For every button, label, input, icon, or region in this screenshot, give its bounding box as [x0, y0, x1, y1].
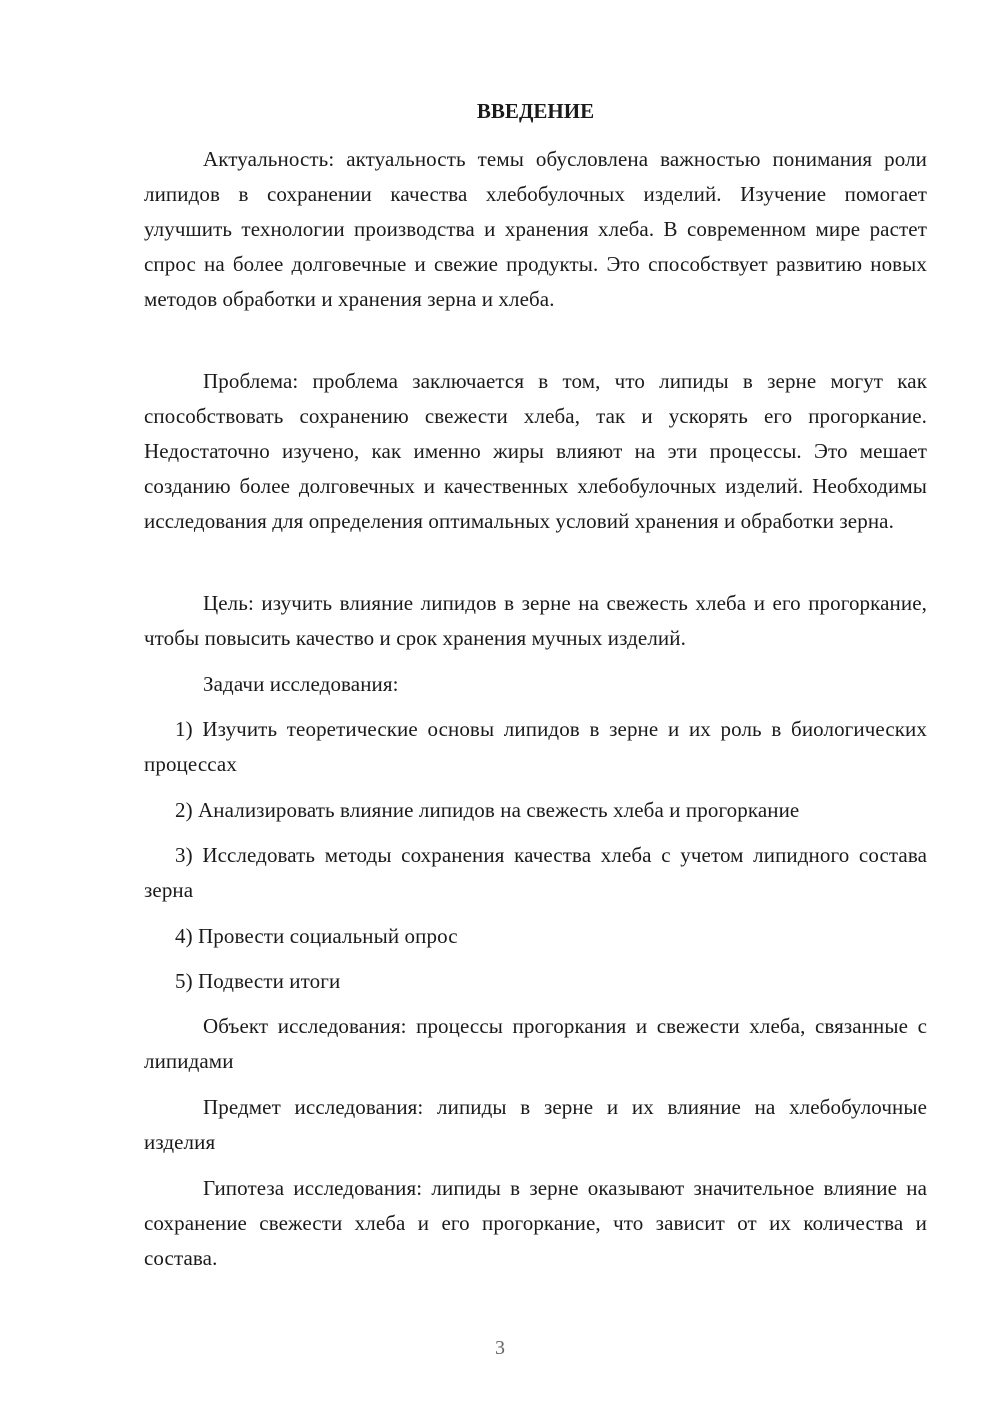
- task-item-3: 3) Исследовать методы сохранения качества хлеба с учетом липидного состава зерна: [144, 843, 927, 902]
- task-item-4: 4) Провести социальный опрос: [175, 924, 458, 948]
- task-item-5: 5) Подвести итоги: [175, 969, 341, 993]
- paragraph-tasks-heading: Задачи исследования:: [203, 672, 399, 696]
- paragraph-problem: Проблема: проблема заключается в том, что липиды в зерне могут как способствовать сохранению свежести хлеба, так и ускорять его прогоркание. Недостаточно изучено, как именно жиры влияют на эти процессы. Это мешает созданию более долговечных и качественных хлебобулочных изделий. Необходимы исследования для определения оптимальных условий хранения и обработки зерна.: [144, 369, 927, 533]
- paragraph-goal: Цель: изучить влияние липидов в зерне на свежесть хлеба и его прогоркание, чтобы повысить качество и срок хранения мучных изделий.: [144, 591, 927, 650]
- task-item-1: 1) Изучить теоретические основы липидов в зерне и их роль в биологических процессах: [144, 717, 927, 776]
- page-number: 3: [495, 1337, 505, 1359]
- paragraph-hypothesis: Гипотеза исследования: липиды в зерне оказывают значительное влияние на сохранение свежести хлеба и его прогоркание, что зависит от их количества и состава.: [144, 1176, 927, 1270]
- paragraph-relevance: Актуальность: актуальность темы обусловлена важностью понимания роли липидов в сохранении качества хлебобулочных изделий. Изучение помогает улучшить технологии производства и хранения хлеба. В современном мире растет спрос на более долговечные и свежие продукты. Это способствует развитию новых методов обработки и хранения зерна и хлеба.: [144, 147, 927, 311]
- paragraph-subject: Предмет исследования: липиды в зерне и их влияние на хлебобулочные изделия: [144, 1095, 927, 1154]
- section-title: ВВЕДЕНИЕ: [476, 99, 595, 123]
- paragraph-object: Объект исследования: процессы прогоркания и свежести хлеба, связанные с липидами: [144, 1014, 927, 1073]
- task-item-2: 2) Анализировать влияние липидов на свежесть хлеба и прогоркание: [175, 798, 800, 822]
